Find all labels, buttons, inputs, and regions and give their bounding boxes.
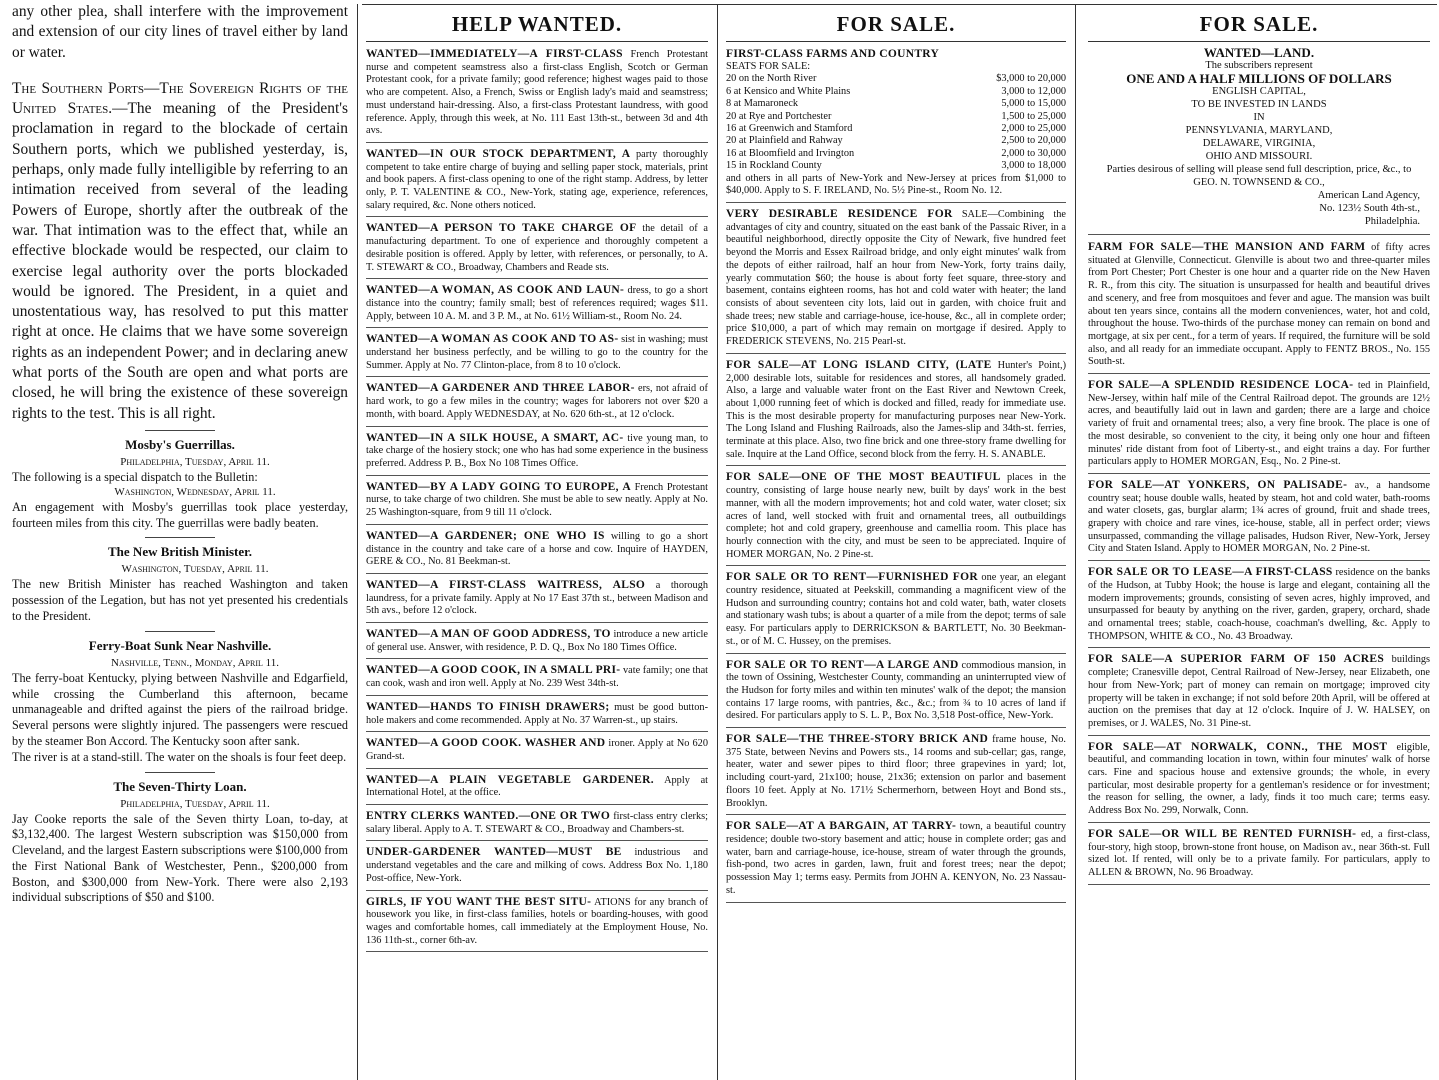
for-sale-column-1	[722, 0, 1072, 1080]
farm-price: 3,000 to 18,000	[1001, 160, 1066, 172]
story-paragraph: The ferry-boat Kentucky, plying between Nashville and Edgarfield, while crossing the Cumberland this afternoon, became unmanageable and drifted against the piers of the railroad bridge. Several persons were slightly injured. The passengers were rescued by the steamer Bon Accord. The Kentucky soon after sank.	[12, 670, 348, 748]
farm-location: 16 at Bloomfield and Irvington	[726, 147, 855, 159]
farm-location: 16 at Greenwich and Stamford	[726, 123, 853, 135]
ad-lead: FOR SALE—OR WILL BE RENTED FURNISH-	[1088, 827, 1357, 840]
classified-ad	[726, 357, 1066, 467]
story-dateline: Nashville, Tenn., Monday, April 11.	[111, 656, 279, 669]
classified-ad	[366, 430, 708, 476]
separator	[145, 430, 215, 431]
news-column	[0, 0, 352, 1080]
farm-location: 20 at Rye and Portchester	[726, 110, 832, 122]
ad-body: must be good button-hole makers and come recommended. Apply at No. 37 Warren-st., up stairs.	[366, 701, 709, 726]
ad-body: introduce a new article of general use. Answer, with residence, P. D. Q., Box No 180 Times Office.	[366, 629, 708, 653]
ad-body: sist in washing; must understand her business perfectly, and be willing to go to the country for the Summer. Apply at No. 77 Clinton-place, from 8 to 10 o'clock.	[366, 334, 708, 371]
ad-lead: WANTED—A MAN OF GOOD ADDRESS, TO	[366, 628, 611, 641]
ad-lead: FOR SALE—AT YONKERS, ON PALISADE-	[1088, 478, 1348, 491]
farm-row	[726, 135, 1066, 147]
farm-price: 2,500 to 20,000	[1001, 135, 1066, 147]
ad-lead: WANTED—A FIRST-CLASS WAITRESS, ALSO	[366, 578, 646, 591]
farm-price: 3,000 to 12,000	[1001, 85, 1066, 97]
help-wanted-column	[362, 0, 714, 1080]
section-heading: FOR SALE.	[1088, 6, 1430, 42]
ad-lead: FOR SALE OR TO RENT—FURNISHED FOR	[726, 571, 978, 584]
classified-ad	[726, 569, 1066, 653]
ad-lead: ENTRY CLERKS WANTED.—ONE OR TWO	[366, 810, 611, 823]
land-line: PENNSYLVANIA, MARYLAND,	[1185, 125, 1333, 136]
classified-ad	[1088, 477, 1430, 561]
ad-lead: FOR SALE—AT LONG ISLAND CITY, (LATE	[726, 358, 992, 371]
ad-body: one year, an elegant country residence, situated at Peekskill, commanding a magnificent view of the Hudson and surrounding country; contains hot and cold water, bath, water closets and stationary wash tubs; is about a quarter of a mile from the depot; terms of sale easy. For particulars apply to DERRICKSON & BARTLETT, No. 30 Beekman-st., or of M. C. Hussey, on the premises.	[726, 572, 1067, 647]
land-line: Parties desirous of selling will please send full description, price, &c., to	[1106, 164, 1412, 175]
land-agent: GEO. N. TOWNSEND & CO.,	[1193, 177, 1325, 188]
for-sale-column-2	[1080, 0, 1436, 1080]
classified-ad	[366, 146, 708, 218]
farm-location: 15 in Rockland County	[726, 160, 822, 172]
farm-row	[726, 73, 1066, 85]
farm-location: 20 on the North River	[726, 73, 817, 85]
classified-ad	[1088, 377, 1430, 474]
ad-body: av., a handsome country seat; house double walls, heated by steam, hot and cold water, bath-rooms and water closets, gas, burglar alarm; 1¾ acres of ground, fruit and shade trees, grapery with choice and rare vines, ice-house, stable, all in perfect order; views unsurpassed, commanding the village palisades, Hudson River, New-York, Jersey City and Staten Island. Apply to HOMER MORGAN, No. 2 Pine-st.	[1088, 479, 1431, 555]
land-line: American Land Agency,	[1317, 190, 1420, 201]
for-sale-ads	[1088, 239, 1430, 885]
classified-ad	[366, 528, 708, 574]
farm-price: $3,000 to 20,000	[996, 73, 1066, 85]
classified-ad	[366, 844, 708, 890]
land-line: IN	[1253, 112, 1265, 123]
classified-ad	[1088, 239, 1430, 374]
ad-body: ATIONS for any branch of housework you like, in first-class families, hotels or boarding-houses, with good wages and comfortable homes, call immediately at the Employment House, No. 136 11th-st., corner 6th-av.	[366, 896, 709, 946]
farm-row	[726, 148, 1066, 160]
farm-row	[726, 98, 1066, 110]
section-heading: FOR SALE.	[726, 6, 1066, 42]
classified-ad	[366, 626, 708, 659]
story-dateline: Philadelphia, Tuesday, April 11.	[120, 797, 270, 810]
ad-lead: WANTED—BY A LADY GOING TO EUROPE, A	[366, 480, 631, 493]
ad-lead: FOR SALE—THE THREE-STORY BRICK AND	[726, 733, 989, 746]
ad-body: town, a beautiful country residence; double two-story basement and attic; house in complete order; gas and water, barn and carriage-house, ice-house, stream of water through the grounds, fish-pond, two acres in garden, lawn, fruit and forest trees; near the depot; possession May 1; terms easy. Permits from JOHN A. KENYON, No. 23 Nassau-st.	[726, 821, 1067, 896]
ad-body: tive young man, to take charge of the hosiery stock; one who has had some experience in the business preferred. Address P. B., Box No 108 Times Office.	[366, 432, 708, 469]
ad-lead: VERY DESIRABLE RESIDENCE FOR	[726, 208, 953, 221]
farm-location: 6 at Kensico and White Plains	[726, 85, 851, 97]
ad-body: and others in all parts of New-York and New-Jersey at prices from $1,000 to $40,000. Apply to S. F. IRELAND, No. 5½ Pine-st., Room No. 12.	[726, 172, 1066, 197]
ad-lead: UNDER-GARDENER WANTED—MUST BE	[366, 846, 622, 859]
article-lead: The Southern Ports—The Sovereign Rights of the United States.	[12, 79, 348, 118]
ad-lead: WANTED—A PLAIN VEGETABLE GARDENER.	[366, 773, 654, 786]
ad-body: commodious mansion, in the town of Ossining, Westchester County, commanding an uninterrupted view of the Hudson for forty miles and within ten minutes' walk of the depot; the mansion contains 17 large rooms, with pantries, &c., &c.; from ¾ to 10 acres of land if desired. For particulars apply to S. L. P., Box No. 3,518 Post-office, New-York.	[726, 659, 1066, 722]
ad-body: French Protestant nurse, to take charge of two children. She must be able to sew neatly. Apply at No. 25 Washington-square, from 9 till 11 o'clock.	[366, 481, 708, 519]
ad-lead: FOR SALE—A SUPERIOR FARM OF 150 ACRES	[1088, 653, 1385, 666]
story-paragraph: Jay Cooke reports the sale of the Seven thirty Loan, to-day, at $3,132,400. The largest Western subscription was $150,000 from Cleveland, and the largest Eastern subscriptions were $100,000 from the First National Bank of Westchester, Penn., $200,000 from Boston, and $300,000 from New-York. There were also 2,193 individual subscriptions of $50 and $100.	[12, 811, 348, 905]
land-capital: ONE AND A HALF MILLIONS OF DOLLARS	[1126, 71, 1392, 86]
classified-ad	[1088, 651, 1430, 735]
story-mosby	[12, 437, 348, 531]
farm-row	[726, 111, 1066, 123]
farm-row	[726, 123, 1066, 135]
farms-ad	[726, 46, 1066, 203]
ad-body: dress, to go a short distance into the country; family small; best of references required; wages $11. Apply, between 10 A. M. and 3 P. M., at No. 61½ William-st., Room No. 24.	[366, 285, 708, 322]
farm-location: 8 at Mamaroneck	[726, 98, 799, 110]
classified-ad	[726, 469, 1066, 566]
ad-body: ted in Plainfield, New-Jersey, within half mile of the Central Railroad depot. The grounds are 12½ acres, and beautifully laid out in lawn and garden; there are a large and choice variety of fruit and ornamental trees; also, a very fine brook. The place is one of the most desirable, so convenient to the city, it being only one hour and fifteen minutes' ride distant from foot of Liberty-st., and eight trains a day. For further particulars apply to HOMER MORGAN, Esq., No. 2 Pine-st.	[1088, 380, 1430, 468]
ad-lead: WANTED—A GARDENER AND THREE LABOR-	[366, 382, 635, 395]
ad-body: ironer. Apply at No 620 Grand-st.	[366, 738, 708, 762]
land-line: OHIO AND MISSOURI.	[1205, 151, 1313, 162]
ad-lead: WANTED—IMMEDIATELY—A FIRST-CLASS	[366, 48, 623, 60]
ad-body: party thoroughly competent to take entire charge of buying and selling paper stock, materials, print and book papers. A first-class opening to one of the right stamp. Address, by letter only, P. T. VALENTINE & CO., New-York, stating age, experience, references, salary required, &c. None others noticed.	[366, 148, 709, 211]
column-rule	[1075, 4, 1076, 1080]
column-rule	[357, 4, 358, 1080]
separator	[145, 772, 215, 773]
ad-lead: WANTED—IN OUR STOCK DEPARTMENT, A	[366, 147, 631, 160]
classified-ad	[726, 818, 1066, 902]
land-line: TO BE INVESTED IN LANDS	[1191, 99, 1327, 110]
column-rule	[717, 4, 718, 1080]
ad-body: the detail of a manufacturing department. To one of experience and thoroughly competent a desirable position is offered. Apply by letter, with references, or personally, to A. T. STEWART & CO., Broadway, Chambers and Reade sts.	[366, 223, 709, 273]
classified-ad	[726, 731, 1066, 815]
ad-body: first-class entry clerks; salary liberal. Apply to A. T. STEWART & CO., Broadway and Chambers-st.	[366, 811, 708, 835]
classified-ad	[1088, 826, 1430, 885]
classified-ad	[726, 206, 1066, 354]
story-dateline: Philadelphia, Tuesday, April 11.	[120, 455, 270, 468]
story-headline: Mosby's Guerrillas.	[125, 436, 235, 452]
story-dateline: Washington, Wednesday, April 11.	[114, 485, 276, 498]
land-line: ENGLISH CAPITAL,	[1212, 86, 1306, 97]
story-headline: The Seven-Thirty Loan.	[113, 778, 247, 794]
land-title: WANTED—LAND.	[1203, 45, 1315, 60]
classified-ad	[366, 772, 708, 805]
ad-lead: WANTED—A PERSON TO TAKE CHARGE OF	[366, 222, 637, 235]
farms-price-list	[726, 73, 1066, 172]
ad-lead: WANTED—A GARDENER; ONE WHO IS	[366, 529, 605, 542]
ad-body: residence on the banks of the Hudson, at Tubby Hook; the house is large and elegant, containing all the modern improvements; grounds, consisting of seven acres, highly improved, and unsurpassed for beauty by anything on the river, garden, grapery, orchard, shade and ornamental trees; stable, coach-house, coachman's dwelling, &c. Apply to THOMPSON, WHITE & CO., No. 43 Broadway.	[1088, 567, 1430, 642]
story-paragraph: An engagement with Mosby's guerrillas took place yesterday, fourteen miles from this city. The guerrillas were badly beaten.	[12, 499, 348, 530]
ad-lead: WANTED—A GOOD COOK, IN A SMALL PRI-	[366, 664, 621, 677]
story-seven-thirty-loan	[12, 779, 348, 907]
separator	[145, 537, 215, 538]
ad-lead: FOR SALE OR TO RENT—A LARGE AND	[726, 658, 959, 671]
land-line: No. 123½ South 4th-st.,	[1319, 203, 1420, 214]
classified-ad	[366, 577, 708, 623]
story-british-minister	[12, 544, 348, 624]
ad-body: buildings complete; Cranesville depot, Central Railroad of New-Jersey, near Elizabeth, one hour from New-York; part of money can remain on mortgage; improved city property will be taken in exchange; if not sold before 20th April, will be offered at auction on the premises that day at 12 o'clock. Inquire of J. W. HALSEY, on premises, or J. WALES, No. 31 Pine-st.	[1088, 654, 1431, 729]
ad-lead: FOR SALE—ONE OF THE MOST BEAUTIFUL	[726, 471, 1001, 484]
land-line: DELAWARE, VIRGINIA,	[1202, 138, 1316, 149]
classified-ad	[366, 699, 708, 732]
story-paragraph: The river is at a stand-still. The water on the shoals is four feet deep.	[12, 749, 347, 764]
farm-price: 2,000 to 25,000	[1001, 123, 1066, 135]
ad-lead: WANTED—A WOMAN AS COOK AND TO AS-	[366, 333, 619, 346]
classified-ad	[366, 479, 708, 525]
ad-lead: FOR SALE—A SPLENDID RESIDENCE LOCA-	[1088, 379, 1354, 392]
farm-price: 1,500 to 25,000	[1001, 110, 1066, 122]
classified-ad	[366, 282, 708, 328]
ad-body: vate family; one that can cook, wash and iron well. Apply at No. 239 West 34th-st.	[366, 665, 709, 690]
wanted-land-ad	[1088, 46, 1430, 235]
story-headline: The New British Minister.	[108, 544, 252, 560]
classified-ad	[366, 331, 708, 377]
ad-lead: WANTED—A GOOD COOK. WASHER AND	[366, 737, 606, 750]
ad-body: of fifty acres situated at Glenville, Connecticut. Glenville is about two and three-quarter miles from Port Chester; Port Chester is one hour and a quarter ride on the New Haven R. R., from this city. The situation is unsurpassed for health and beautiful drives and scenery, and free from mosquitoes and fever and ague. The mansion was built about ten years since, contains all the modern conveniences, water, hot and cold, throughout the house. Two-thirds of the purchase money can remain on bond and mortgage, at six per cent., for a term of years. If required, the furniture will be sold also, and all ready for an immediate occupant. Apply to FENTZ BROS., No. 155 South-st.	[1088, 242, 1430, 368]
for-sale-ads	[726, 206, 1066, 902]
ad-body: places in the country, consisting of large house nearly new, built by days' work in the best manner, with all the modern improvements; hot and cold water, water closet; six acres of land, well stocked with fruit and ornamental trees, all outbuildings complete; hot and cold grapery, greenhouse and camellia room. This place has hourly connection with the city, and must be seen to be appreciated. Inquire of HOMER MORGAN, No. 2 Pine-st.	[726, 472, 1066, 560]
ad-lead: GIRLS, IF YOU WANT THE BEST SITU-	[366, 895, 592, 908]
southern-ports-article	[12, 79, 348, 424]
intro-fragment: any other plea, shall interfere with the improvement and extension of our city lines of travel either by land or water.	[12, 3, 348, 61]
ad-lead: FIRST-CLASS FARMS AND COUNTRY	[726, 48, 940, 60]
article-body: —The meaning of the President's proclamation in regard to the blockade of certain Southern ports, which we published yesterday, is, perhaps, only made fully intelligible by referring to an intimation received from several of the leading Powers of Europe, shortly after the outbreak of the war. That intimation was to the effect that, while an effective blockade would be respected, our claim to exercise legal authority over the ports blockaded would be ignored. The President, in a quiet and unostentatious way, has resolved to put this matter right at once. He claims that we have some sovereign rights as an independent Power; and in declaring anew what ports of the South are open and what ports are closed, he will bring the existence of these sovereign rights to the test. This is all right.	[12, 100, 348, 422]
section-heading: HELP WANTED.	[366, 6, 708, 42]
classified-ad	[366, 662, 708, 695]
ad-subhead: SEATS FOR SALE:	[726, 60, 811, 72]
ad-lead: WANTED—A WOMAN, AS COOK AND LAUN-	[366, 284, 625, 297]
ad-body: Apply at International Hotel, at the office.	[366, 774, 708, 799]
ad-body: a thorough laundress, for a private family. Apply at No 17 East 37th st., between Madison and 5th avs., before 12 o'clock.	[366, 579, 709, 617]
ad-body: ed, a first-class, four-story, high stoop, brown-stone front house, on Madison av., near 36th-st. Full sized lot. If rented, will only be to a private family. For particulars, apply to ALLEN & BROWN, No. 96 Broadway.	[1088, 828, 1430, 878]
ad-body: ers, not afraid of hard work, to go a few miles in the country; wages for laborers not over $20 a month, with board. Apply WEDNESDAY, at No. 620 6th-st., at 12 o'clock.	[366, 383, 708, 420]
ad-body: eligible, beautiful, and commanding location in town, within four minutes' walk of horse cars. Fine and spacious house and extensive grounds; the whole, in every particular, most desirable property for a gentleman's residence or for investment; the reason for selling, the owner, a lady, finds it too much care; terms easy. Address Box No. 299, Norwalk, Conn.	[1088, 741, 1430, 817]
classified-ad	[366, 46, 708, 143]
ad-lead: FOR SALE OR TO LEASE—A FIRST-CLASS	[1088, 566, 1333, 579]
classified-ad	[366, 380, 708, 426]
classified-ad	[366, 220, 708, 279]
ad-lead: WANTED—HANDS TO FINISH DRAWERS;	[366, 700, 610, 713]
classified-ad	[1088, 564, 1430, 648]
ad-body: willing to go a short distance in the country and take care of a horse and cow. Inquire of HAYDEN, GERE & CO., No. 81 Beekman-st.	[366, 530, 708, 568]
ad-body: Hunter's Point,) 2,000 desirable lots, suitable for residences and stores, all handsomely graded. Also, a large and valuable water front on the East River and Newtown Creek, about 1,000 running feet of which is docked and filled, ready for immediate use. This is the most desirable property for manufacturing purposes near New-York. The Long Island and Flushing Railroads, also the James-slip and 34th-st. ferries, terminate at this place. Also, two fine brick and one three-story frame dwelling for sale. Inquire at the Land Office, second block from the ferry. H. S. ANABLE.	[726, 359, 1066, 460]
farm-row	[726, 160, 1066, 172]
classified-ad	[726, 657, 1066, 729]
classified-ad	[366, 808, 708, 841]
ad-body: industrious and understand vegetables and the care and milking of cows. Address Box No. 1,180 Post-office, New-York.	[366, 847, 708, 884]
story-headline: Ferry-Boat Sunk Near Nashville.	[88, 637, 272, 653]
ad-lead: WANTED—IN A SILK HOUSE, A SMART, AC-	[366, 431, 624, 444]
classified-ad	[366, 735, 708, 768]
story-ferry-boat	[12, 638, 348, 766]
help-wanted-ads	[366, 46, 708, 952]
farm-price: 5,000 to 15,000	[1001, 98, 1066, 110]
ad-lead: FOR SALE—AT A BARGAIN, AT TARRY-	[726, 820, 957, 833]
farm-price: 2,000 to 30,000	[1001, 147, 1066, 159]
ad-body: frame house, No. 375 State, between Nevins and Powers sts., 14 rooms and sub-cellar; gas, range, heater, water and sewer pipes to third floor; three grapevines in yard; lot, including court-yard, 21x100; house, 21x36; extension on parlor and basement floors 10 feet. Apply at No. 171½ Schermerhorn, between Hoyt and Bond sts., Brooklyn.	[726, 734, 1066, 809]
story-paragraph: The new British Minister has reached Washington and taken possession of the Legation, but has not yet presented his credentials to the President.	[12, 577, 348, 623]
classified-ad	[366, 894, 708, 953]
farm-location: 20 at Plainfield and Rahway	[726, 135, 843, 147]
separator	[145, 631, 215, 632]
story-paragraph: The following is a special dispatch to the Bulletin:	[12, 469, 258, 484]
ad-body: French Protestant nurse and competent seamstress also a first-class English, Scotch or German Protestant cook, for a private family; good reference; highest wages paid to those who are competent. Also, a French, Swiss or English lady's maid and seamstress; must understand hair-dressing. Also, a first-class Protestant laundress, with good reference. Apply, through this week, at No. 111 East 13th-st., between 3d and 4th avs.	[366, 49, 708, 137]
land-line: The subscribers represent	[1205, 60, 1313, 71]
farm-row	[726, 86, 1066, 98]
ad-body: SALE—Combining the advantages of city and country, situated on the east bank of the Passaic River, in a beautiful neighborhood, directly opposite the City of Newark, five hundred feet beyond the Morris and Essex Railroad bridge, and only eight minutes' walk from the depots of either railroad, half an hour from New-York, forty trains daily, yearly commutation $60; the house is about forty feet square, three-story and basement, contains eighteen rooms, has hot and cold water with heater; the land consists of about seventeen city lots, laid out in garden, with choice fruit and shade trees; new stable and carriage-house, ice-house, &c., all in complete order; price $10,000, a part of which may remain on mortgage if desired. Apply to FREDERICK STEVENS, No. 215 Pearl-st.	[726, 209, 1066, 348]
ad-lead: FARM FOR SALE—THE MANSION AND FARM	[1088, 241, 1366, 253]
story-dateline: Washington, Tuesday, April 11.	[121, 563, 269, 576]
land-line: Philadelphia.	[1364, 216, 1420, 227]
ad-lead: FOR SALE—AT NORWALK, CONN., THE MOST	[1088, 740, 1388, 753]
classified-ad	[1088, 739, 1430, 823]
